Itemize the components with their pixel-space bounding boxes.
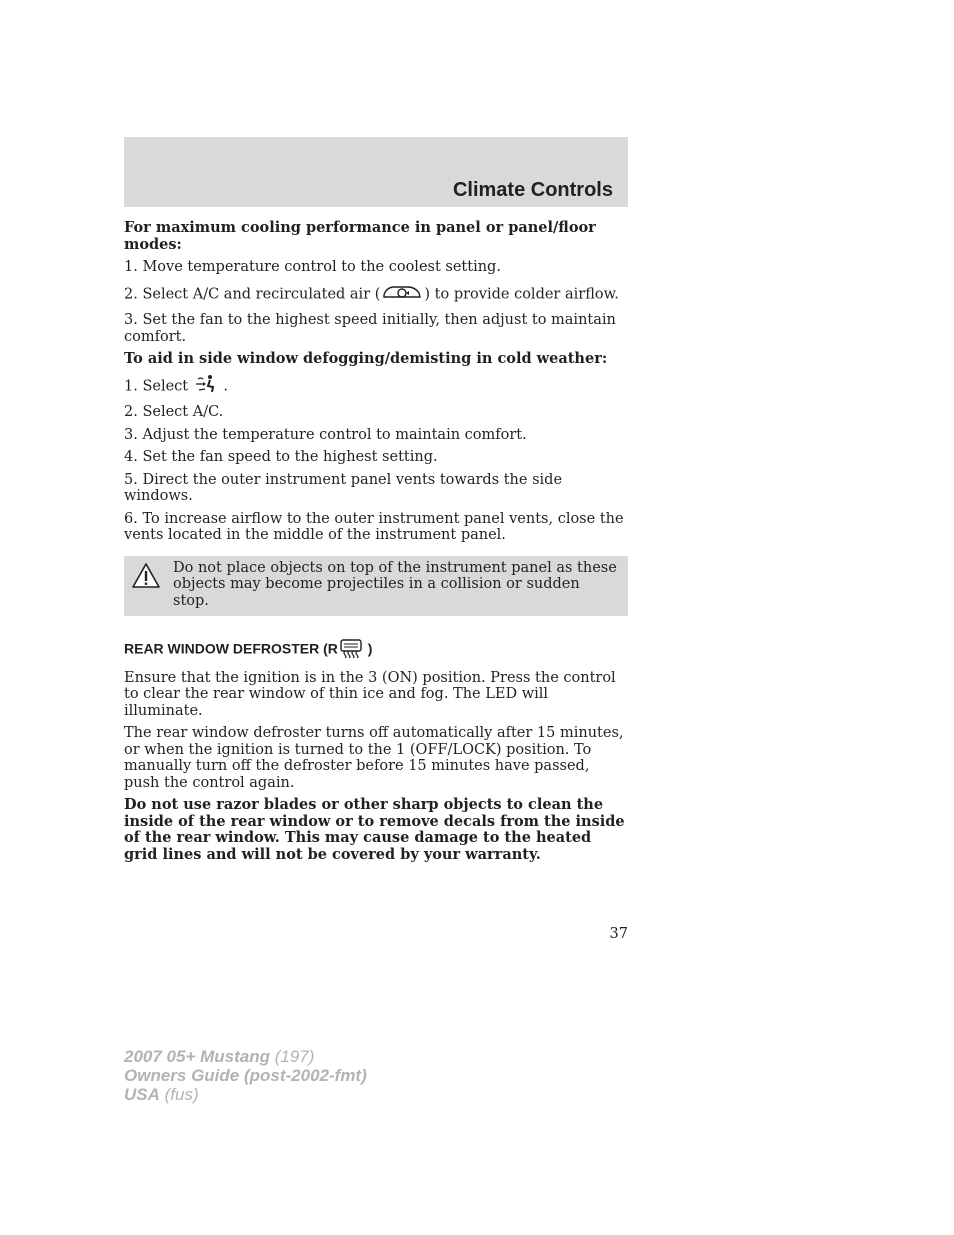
cooling-step-2-prefix: 2. Select A/C and recirculated air ( xyxy=(124,285,381,302)
warning-text: Do not place objects on top of the instrument panel as these objects may become projectiles in a collision or sudden stop. xyxy=(173,559,617,609)
page-content xyxy=(124,220,628,869)
warning-triangle-icon xyxy=(131,562,161,594)
defog-step-5: 5. Direct the outer instrument panel vents towards the side windows. xyxy=(124,471,563,504)
footer xyxy=(124,1047,367,1104)
footer-model-code: (197) xyxy=(270,1047,315,1066)
rear-defroster-caution: Do not use razor blades or other sharp objects to clean the inside of the rear window or to remove decals from the inside of the rear window. This may cause damage to the heated grid lines and will not be covered by your warranty. xyxy=(124,796,625,863)
rear-defroster-para-1: Ensure that the ignition is in the 3 (ON) position. Press the control to clear the rear window of thin ice and fog. The LED will illuminate. xyxy=(124,669,616,719)
page-number: 37 xyxy=(609,926,628,942)
defog-step-1 xyxy=(124,374,628,399)
cooling-step-1: 1. Move temperature control to the coolest setting. xyxy=(124,259,501,275)
floor-defrost-mode-icon xyxy=(193,374,219,399)
defog-step-1-prefix: 1. Select xyxy=(124,377,189,394)
defog-step-1-suffix: . xyxy=(223,377,228,394)
defog-step-4: 4. Set the fan speed to the highest setting. xyxy=(124,449,438,465)
cooling-step-2 xyxy=(124,282,628,307)
rear-defroster-heading-suffix: ) xyxy=(367,640,373,657)
recirculated-air-icon xyxy=(380,282,424,307)
cooling-step-2-suffix: ) to provide colder airflow. xyxy=(424,285,619,302)
defog-heading: To aid in side window defogging/demisting in cold weather: xyxy=(124,350,608,367)
footer-market: USA xyxy=(124,1085,160,1104)
rear-defroster-heading-prefix: REAR WINDOW DEFROSTER (R xyxy=(124,640,338,657)
rear-defrost-icon xyxy=(338,638,364,662)
cooling-heading: For maximum cooling performance in panel or panel/floor modes: xyxy=(124,219,596,253)
footer-model: 2007 05+ Mustang xyxy=(124,1047,270,1066)
footer-line-3 xyxy=(124,1085,367,1104)
footer-market-code: (fus) xyxy=(159,1085,199,1104)
rear-defroster-para-2: The rear window defroster turns off automatically after 15 minutes, or when the ignition is turned to the 1 (OFF/LOCK) position. To manually turn off the defroster before 15 minutes have passed, push the control again. xyxy=(124,725,624,791)
rear-defroster-heading xyxy=(124,638,628,662)
warning-box xyxy=(124,556,628,617)
footer-line-2 xyxy=(124,1066,367,1085)
defog-step-6: 6. To increase airflow to the outer instrument panel vents, close the vents located in the middle of the instrument panel. xyxy=(124,510,624,543)
header-band xyxy=(124,137,628,207)
page-title: Climate Controls xyxy=(452,179,613,201)
footer-line-1 xyxy=(124,1047,367,1066)
footer-guide: Owners Guide (post-2002-fmt) xyxy=(124,1066,367,1085)
cooling-step-3: 3. Set the fan to the highest speed initially, then adjust to maintain comfort. xyxy=(124,312,616,345)
defog-step-2: 2. Select A/C. xyxy=(124,404,224,420)
defog-step-3: 3. Adjust the temperature control to maintain comfort. xyxy=(124,426,527,443)
